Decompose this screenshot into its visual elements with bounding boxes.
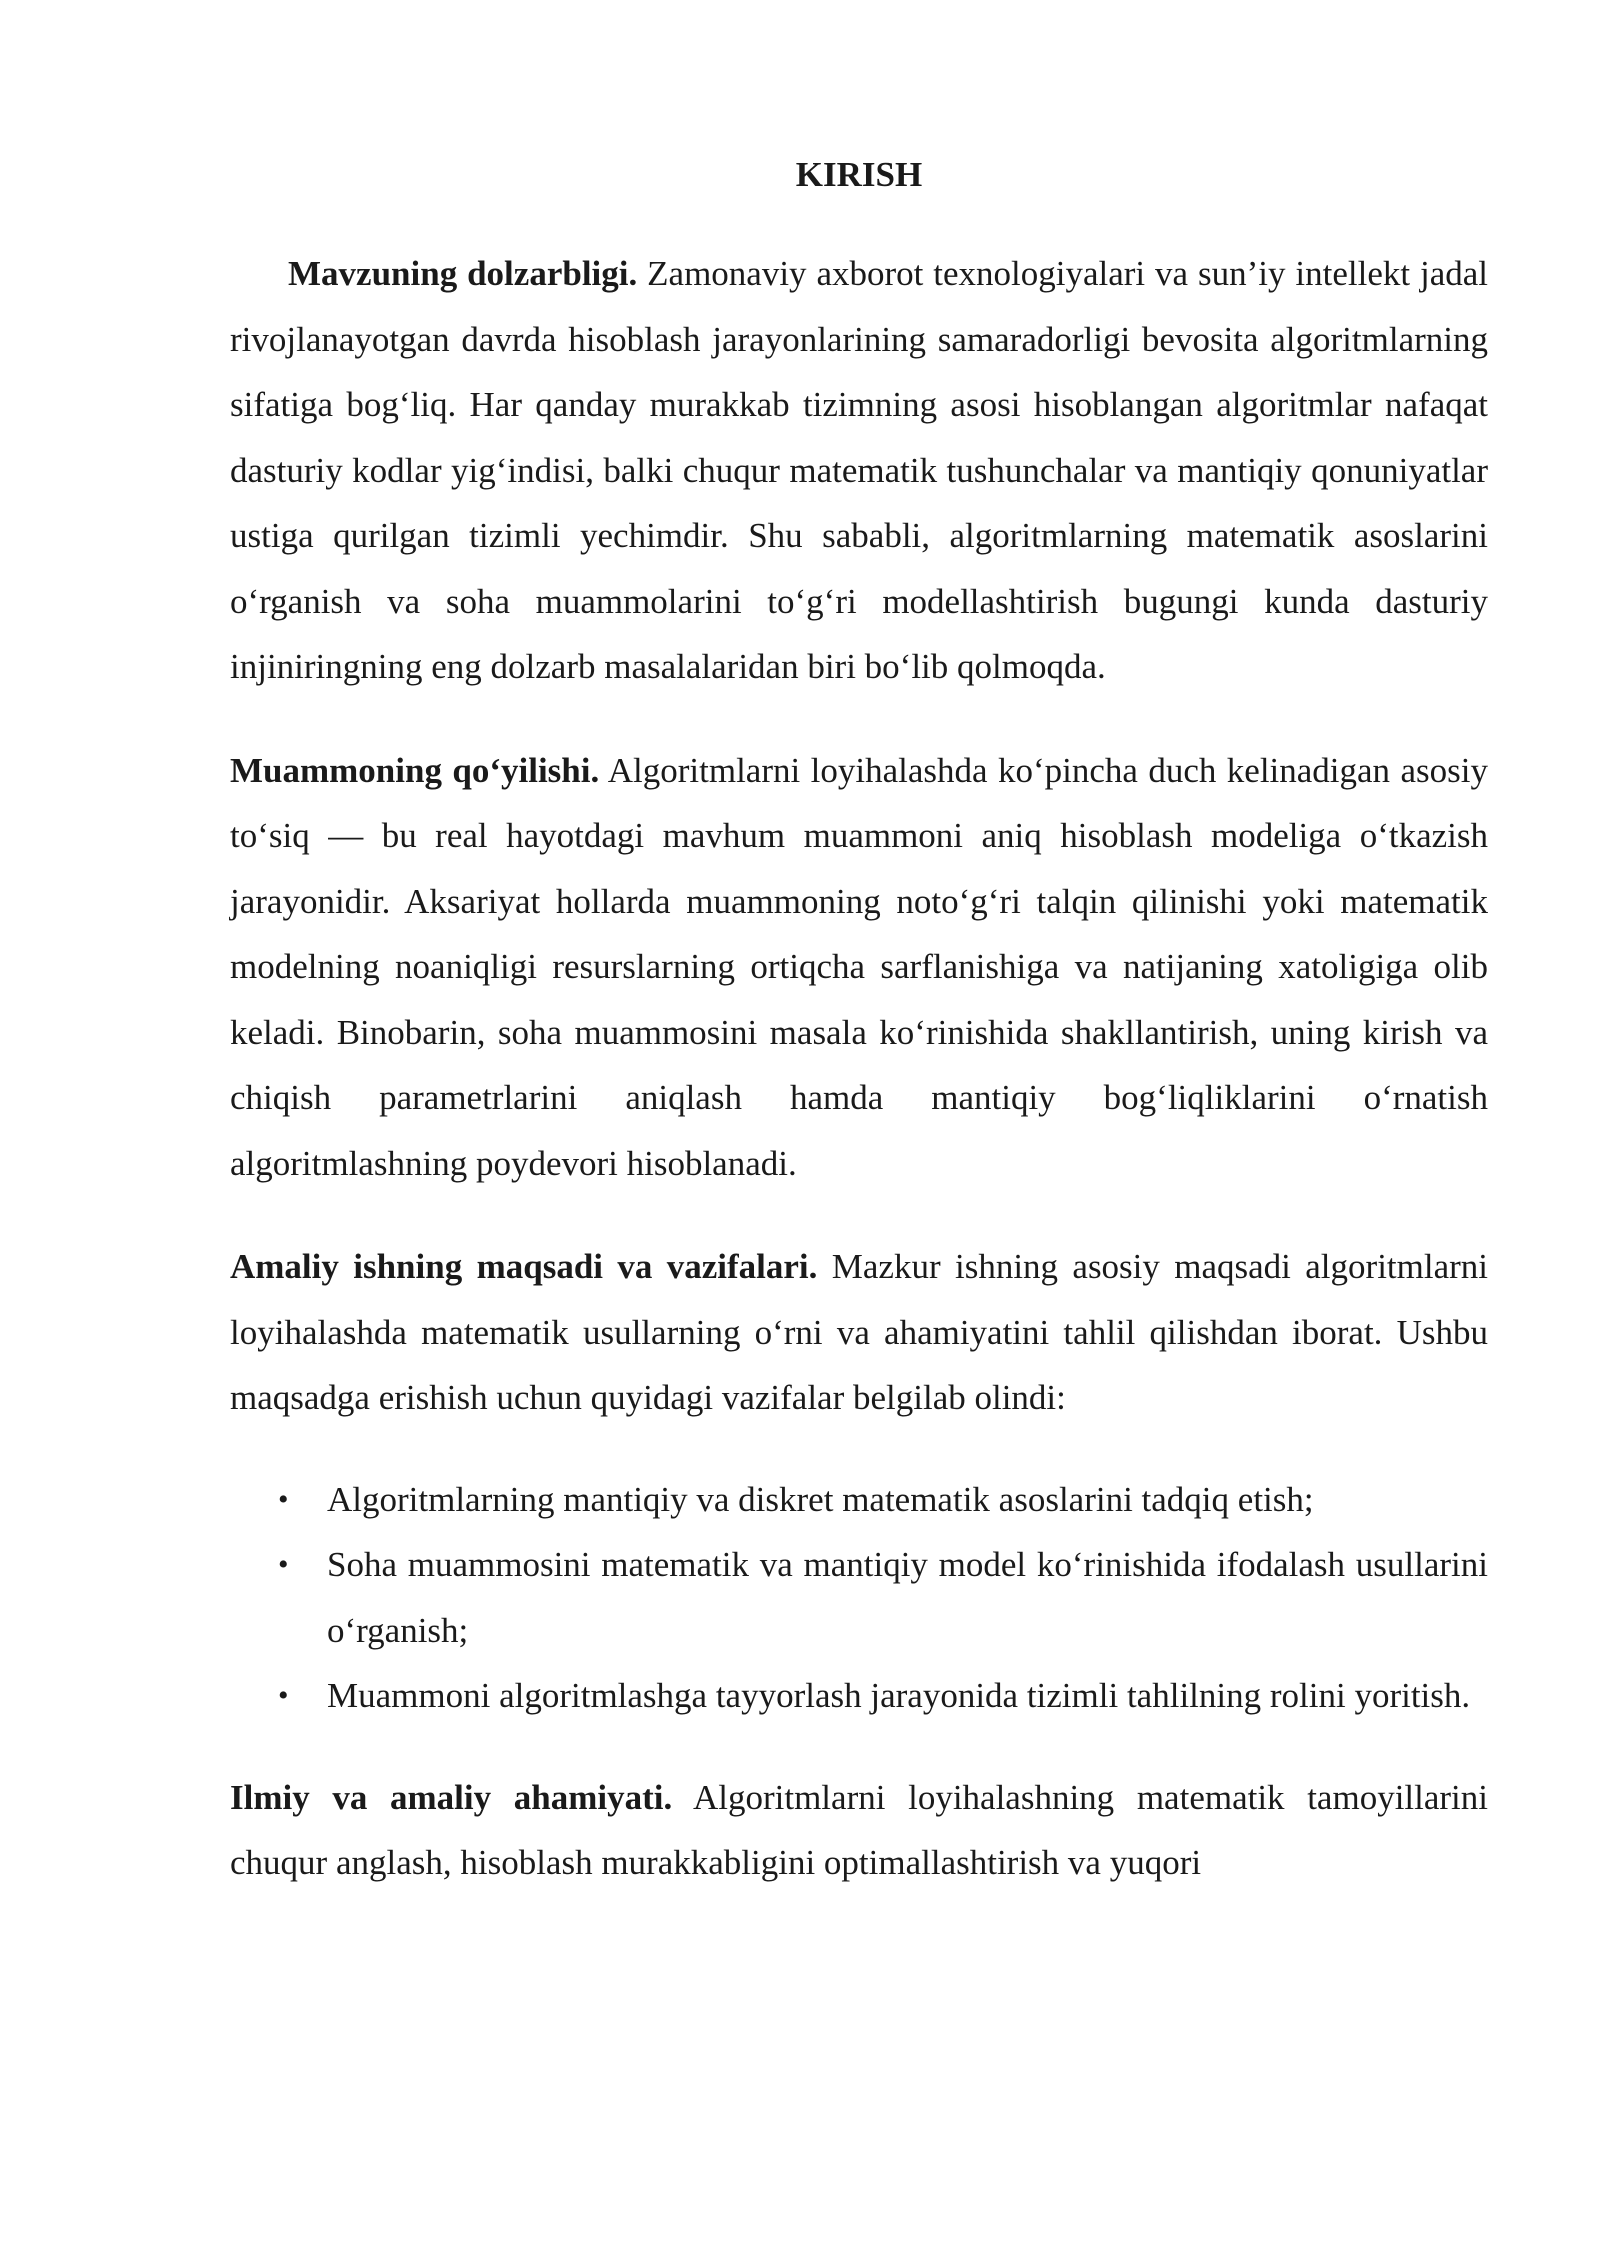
paragraph-text: Algoritmlarni loyihalashning matematik tamoyillarini chuqur anglash, hisoblash murakkabligini optimallashtirish va yuqori: [230, 1777, 1489, 1882]
list-item: [230, 1663, 1488, 1729]
list-item-text: Muammoni algoritmlashga tayyorlash jarayonida tizimli tahlilning rolini yoritish.: [327, 1676, 1471, 1715]
bullet-icon: •: [278, 1679, 289, 1712]
paragraph-lead: Ilmiy va amaliy ahamiyati.: [230, 1777, 673, 1817]
paragraph-relevance: [230, 241, 1488, 700]
paragraph-text: Zamonaviy axborot texnologiyalari va sun’iy intellekt jadal rivojlanayotgan davrda hisoblash jarayonlarining samaradorligi bevosita algoritmlarning sifatiga bog‘liq. Har qanday murakkab tizimning asosi hisoblangan algoritmlar nafaqat dasturiy kodlar yig‘indisi, balki chuqur matematik tushunchalar va mantiqiy qonuniyatlar ustiga qurilgan tizimli yechimdir. Shu sababli, algoritmlarning matematik asoslarini o‘rganish va soha muammolarini to‘g‘ri modellashtirish bugungi kunda dasturiy injiniringning eng dolzarb masalalaridan biri bo‘lib qolmoqda.: [230, 254, 1488, 686]
bullet-icon: •: [278, 1548, 289, 1581]
task-list: [230, 1467, 1488, 1729]
paragraph-lead: Muammoning qo‘yilishi.: [230, 750, 600, 790]
paragraph-problem-statement: [230, 738, 1488, 1197]
list-item: [230, 1467, 1488, 1533]
paragraph-lead: Mavzuning dolzarbligi.: [288, 254, 638, 293]
page-title: KIRISH: [795, 155, 923, 194]
bullet-icon: •: [278, 1482, 289, 1516]
list-item-text: Algoritmlarning mantiqiy va diskret matematik asoslarini tadqiq etish;: [327, 1479, 1314, 1519]
list-item-text: Soha muammosini matematik va mantiqiy model ko‘rinishida ifodalash usullarini o‘rganish;: [327, 1545, 1488, 1650]
paragraph-lead: Amaliy ishning maqsadi va vazifalari.: [230, 1247, 818, 1286]
document-page: [230, 145, 1488, 1934]
list-item: [230, 1532, 1488, 1663]
paragraph-goals: [230, 1234, 1488, 1431]
paragraph-text: Mazkur ishning asosiy maqsadi algoritmlarni loyihalashda matematik usullarning o‘rni va ahamiyatini tahlil qilishdan iborat. Ushbu maqsadga erishish uchun quyidagi vazifalar belgilab olindi:: [230, 1247, 1488, 1417]
paragraph-text: Algoritmlarni loyihalashda ko‘pincha duch kelinadigan asosiy to‘siq — bu real hayotdagi mavhum muammoni aniq hisoblash modeliga o‘tkazish jarayonidir. Aksariyat hollarda muammoning noto‘g‘ri talqin qilinishi yoki matematik modelning noaniqligi resurslarning ortiqcha sarflanishiga va natijaning xatoligiga olib keladi. Binobarin, soha muammosini masala ko‘rinishida shakllantirish, uning kirish va chiqish parametrlarini aniqlash hamda mantiqiy bog‘liqliklarini o‘rnatish algoritmlashning poydevori hisoblanadi.: [230, 750, 1488, 1183]
paragraph-significance: [230, 1765, 1488, 1896]
